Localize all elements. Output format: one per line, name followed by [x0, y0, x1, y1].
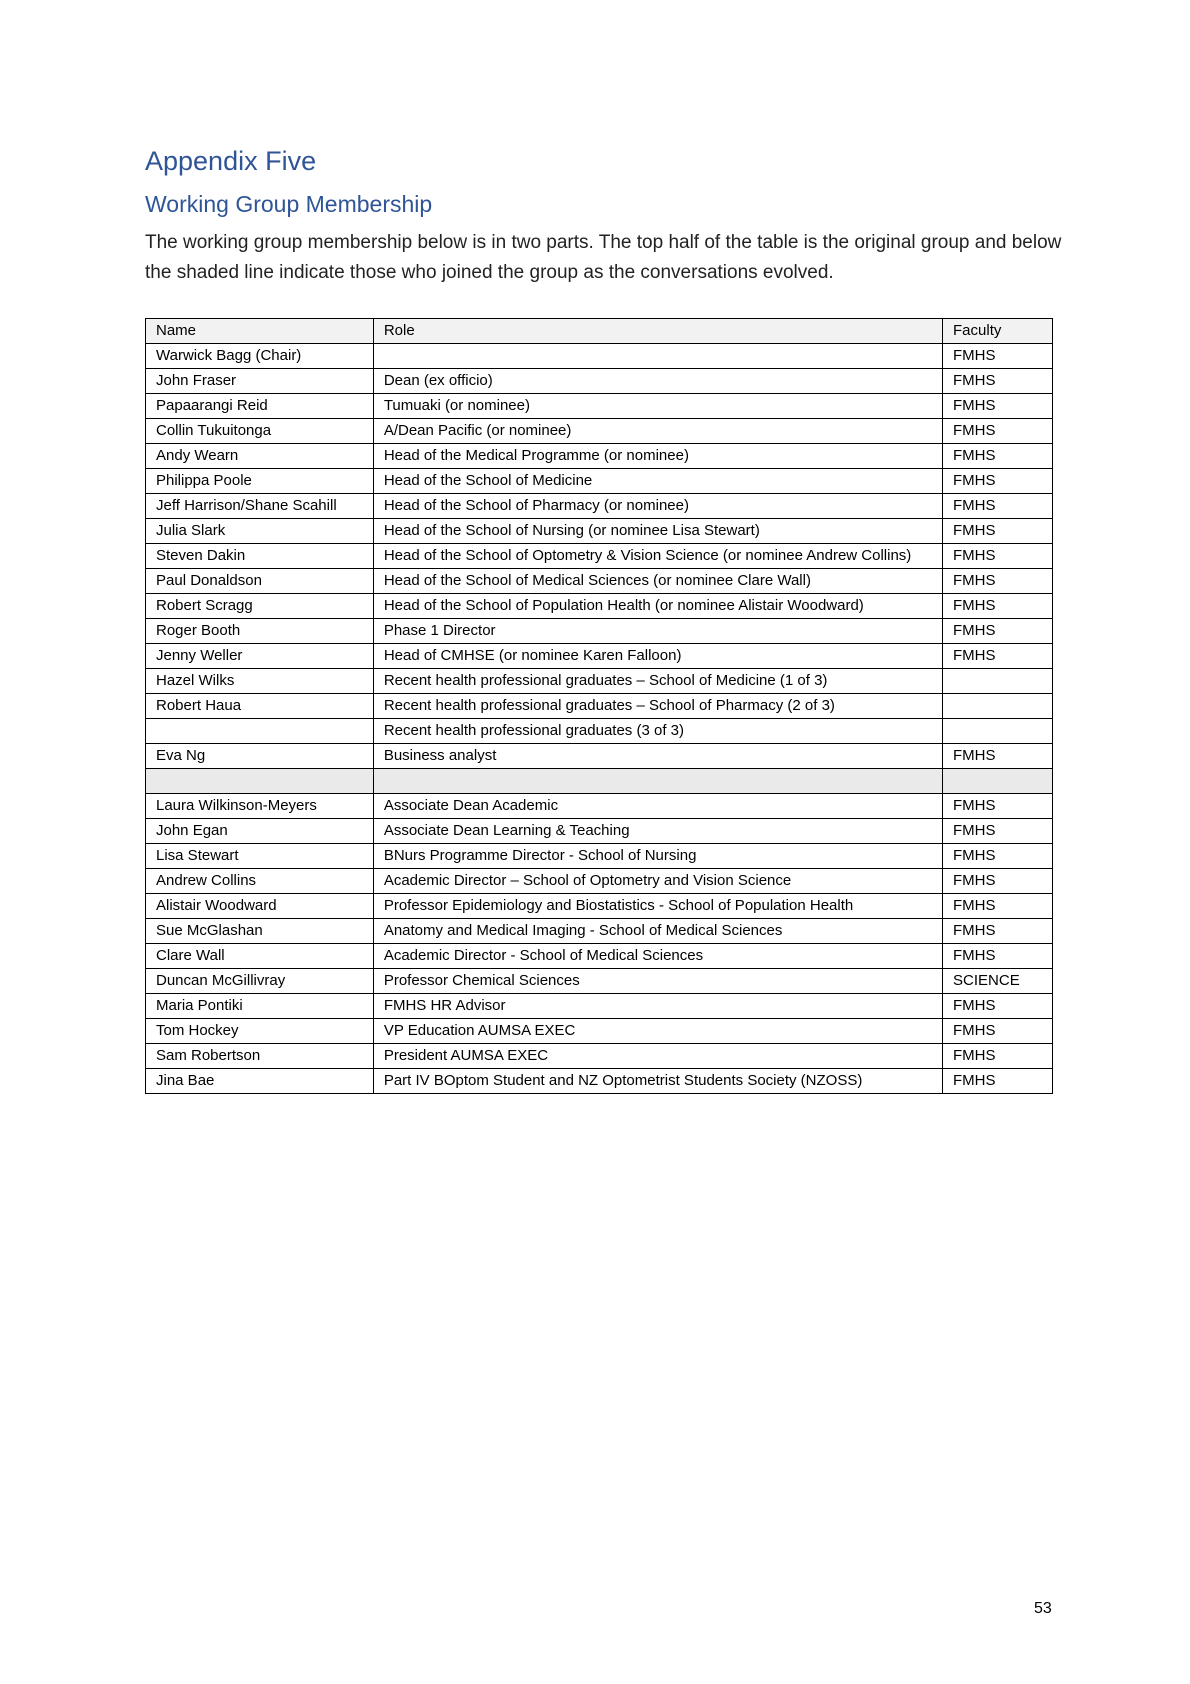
cell-faculty: FMHS [943, 844, 1053, 869]
cell-faculty: FMHS [943, 519, 1053, 544]
cell-name: Steven Dakin [146, 544, 374, 569]
header-name: Name [146, 319, 374, 344]
cell-faculty: FMHS [943, 794, 1053, 819]
cell-role: Associate Dean Academic [373, 794, 942, 819]
cell-role: FMHS HR Advisor [373, 994, 942, 1019]
header-role: Role [373, 319, 942, 344]
intro-paragraph: The working group membership below is in two parts. The top half of the table is the original group and below the shaded line indicate those who joined the group as the conversations evolved. [145, 232, 1062, 283]
cell-role: Tumuaki (or nominee) [373, 394, 942, 419]
cell-role: VP Education AUMSA EXEC [373, 1019, 942, 1044]
cell-role: Head of the School of Pharmacy (or nominee) [373, 494, 942, 519]
table-row [146, 1069, 1053, 1094]
cell-faculty: FMHS [943, 1044, 1053, 1069]
cell-name: Paul Donaldson [146, 569, 374, 594]
table-row [146, 1044, 1053, 1069]
cell-role: Part IV BOptom Student and NZ Optometrist Students Society (NZOSS) [373, 1069, 942, 1094]
cell-name: Clare Wall [146, 944, 374, 969]
table-row [146, 969, 1053, 994]
cell-name [146, 719, 374, 744]
table-row [146, 744, 1053, 769]
table-row [146, 894, 1053, 919]
table-row [146, 644, 1053, 669]
table-row [146, 444, 1053, 469]
cell-faculty: FMHS [943, 469, 1053, 494]
cell-role: Head of the School of Nursing (or nominee Lisa Stewart) [373, 519, 942, 544]
cell-role: Head of the School of Medical Sciences (or nominee Clare Wall) [373, 569, 942, 594]
cell-name: Jenny Weller [146, 644, 374, 669]
cell-faculty: FMHS [943, 944, 1053, 969]
cell-name: Duncan McGillivray [146, 969, 374, 994]
table-row [146, 544, 1053, 569]
cell-role: Head of the School of Optometry & Vision Science (or nominee Andrew Collins) [373, 544, 942, 569]
cell-role [373, 769, 942, 794]
cell-name: Jeff Harrison/Shane Scahill [146, 494, 374, 519]
cell-name: Tom Hockey [146, 1019, 374, 1044]
cell-faculty: FMHS [943, 444, 1053, 469]
cell-faculty: FMHS [943, 394, 1053, 419]
cell-name: Andy Wearn [146, 444, 374, 469]
header-faculty: Faculty [943, 319, 1053, 344]
table-row [146, 794, 1053, 819]
cell-name: Julia Slark [146, 519, 374, 544]
cell-role: Academic Director – School of Optometry and Vision Science [373, 869, 942, 894]
cell-role: Academic Director - School of Medical Sciences [373, 944, 942, 969]
cell-faculty: FMHS [943, 1069, 1053, 1094]
table-row [146, 869, 1053, 894]
cell-role: Professor Epidemiology and Biostatistics - School of Population Health [373, 894, 942, 919]
cell-name: Andrew Collins [146, 869, 374, 894]
cell-name: Collin Tukuitonga [146, 419, 374, 444]
table-row [146, 619, 1053, 644]
cell-role: Recent health professional graduates – School of Medicine (1 of 3) [373, 669, 942, 694]
cell-faculty: FMHS [943, 644, 1053, 669]
cell-role: President AUMSA EXEC [373, 1044, 942, 1069]
cell-faculty [943, 694, 1053, 719]
cell-faculty: SCIENCE [943, 969, 1053, 994]
cell-role: Business analyst [373, 744, 942, 769]
table-body [146, 344, 1053, 1094]
cell-role [373, 344, 942, 369]
table-row [146, 694, 1053, 719]
table-row [146, 369, 1053, 394]
cell-role: Phase 1 Director [373, 619, 942, 644]
cell-name: Roger Booth [146, 619, 374, 644]
table-row [146, 1019, 1053, 1044]
cell-faculty: FMHS [943, 994, 1053, 1019]
cell-faculty: FMHS [943, 919, 1053, 944]
cell-faculty [943, 719, 1053, 744]
table-header-row [146, 319, 1053, 344]
table-row [146, 594, 1053, 619]
table-row [146, 719, 1053, 744]
cell-role: Anatomy and Medical Imaging - School of Medical Sciences [373, 919, 942, 944]
cell-faculty: FMHS [943, 494, 1053, 519]
cell-faculty: FMHS [943, 419, 1053, 444]
cell-faculty: FMHS [943, 594, 1053, 619]
cell-role: Professor Chemical Sciences [373, 969, 942, 994]
cell-role: A/Dean Pacific (or nominee) [373, 419, 942, 444]
cell-role: Head of the School of Medicine [373, 469, 942, 494]
cell-role: BNurs Programme Director - School of Nursing [373, 844, 942, 869]
cell-name: Jina Bae [146, 1069, 374, 1094]
cell-role: Dean (ex officio) [373, 369, 942, 394]
table-row [146, 494, 1053, 519]
table-row [146, 419, 1053, 444]
cell-name: Papaarangi Reid [146, 394, 374, 419]
cell-name: Lisa Stewart [146, 844, 374, 869]
cell-name: Philippa Poole [146, 469, 374, 494]
cell-name: Laura Wilkinson-Meyers [146, 794, 374, 819]
page-number: 53 [1034, 1600, 1052, 1617]
table-row [146, 919, 1053, 944]
cell-name: John Fraser [146, 369, 374, 394]
cell-role: Head of CMHSE (or nominee Karen Falloon) [373, 644, 942, 669]
cell-faculty: FMHS [943, 744, 1053, 769]
cell-faculty: FMHS [943, 869, 1053, 894]
cell-role: Head of the School of Population Health (or nominee Alistair Woodward) [373, 594, 942, 619]
cell-faculty [943, 769, 1053, 794]
table-row [146, 569, 1053, 594]
table-row [146, 944, 1053, 969]
cell-faculty: FMHS [943, 894, 1053, 919]
cell-name: Hazel Wilks [146, 669, 374, 694]
table-row [146, 394, 1053, 419]
table-row [146, 844, 1053, 869]
cell-faculty: FMHS [943, 619, 1053, 644]
cell-role: Head of the Medical Programme (or nominee) [373, 444, 942, 469]
table-row [146, 669, 1053, 694]
cell-role: Associate Dean Learning & Teaching [373, 819, 942, 844]
cell-name: Robert Haua [146, 694, 374, 719]
cell-faculty [943, 669, 1053, 694]
page-heading: Appendix Five [145, 146, 317, 176]
cell-role: Recent health professional graduates – School of Pharmacy (2 of 3) [373, 694, 942, 719]
membership-table [145, 318, 1053, 1094]
cell-name [146, 769, 374, 794]
page-subheading: Working Group Membership [145, 191, 433, 217]
cell-faculty: FMHS [943, 369, 1053, 394]
cell-name: Warwick Bagg (Chair) [146, 344, 374, 369]
cell-faculty: FMHS [943, 819, 1053, 844]
cell-name: Sam Robertson [146, 1044, 374, 1069]
table-row [146, 769, 1053, 794]
table-row [146, 819, 1053, 844]
cell-name: Eva Ng [146, 744, 374, 769]
cell-name: Sue McGlashan [146, 919, 374, 944]
cell-name: Robert Scragg [146, 594, 374, 619]
table-row [146, 469, 1053, 494]
cell-faculty: FMHS [943, 1019, 1053, 1044]
cell-name: Maria Pontiki [146, 994, 374, 1019]
cell-faculty: FMHS [943, 344, 1053, 369]
table-row [146, 994, 1053, 1019]
cell-faculty: FMHS [943, 569, 1053, 594]
cell-role: Recent health professional graduates (3 of 3) [373, 719, 942, 744]
cell-name: Alistair Woodward [146, 894, 374, 919]
table-row [146, 344, 1053, 369]
table-row [146, 519, 1053, 544]
cell-faculty: FMHS [943, 544, 1053, 569]
cell-name: John Egan [146, 819, 374, 844]
